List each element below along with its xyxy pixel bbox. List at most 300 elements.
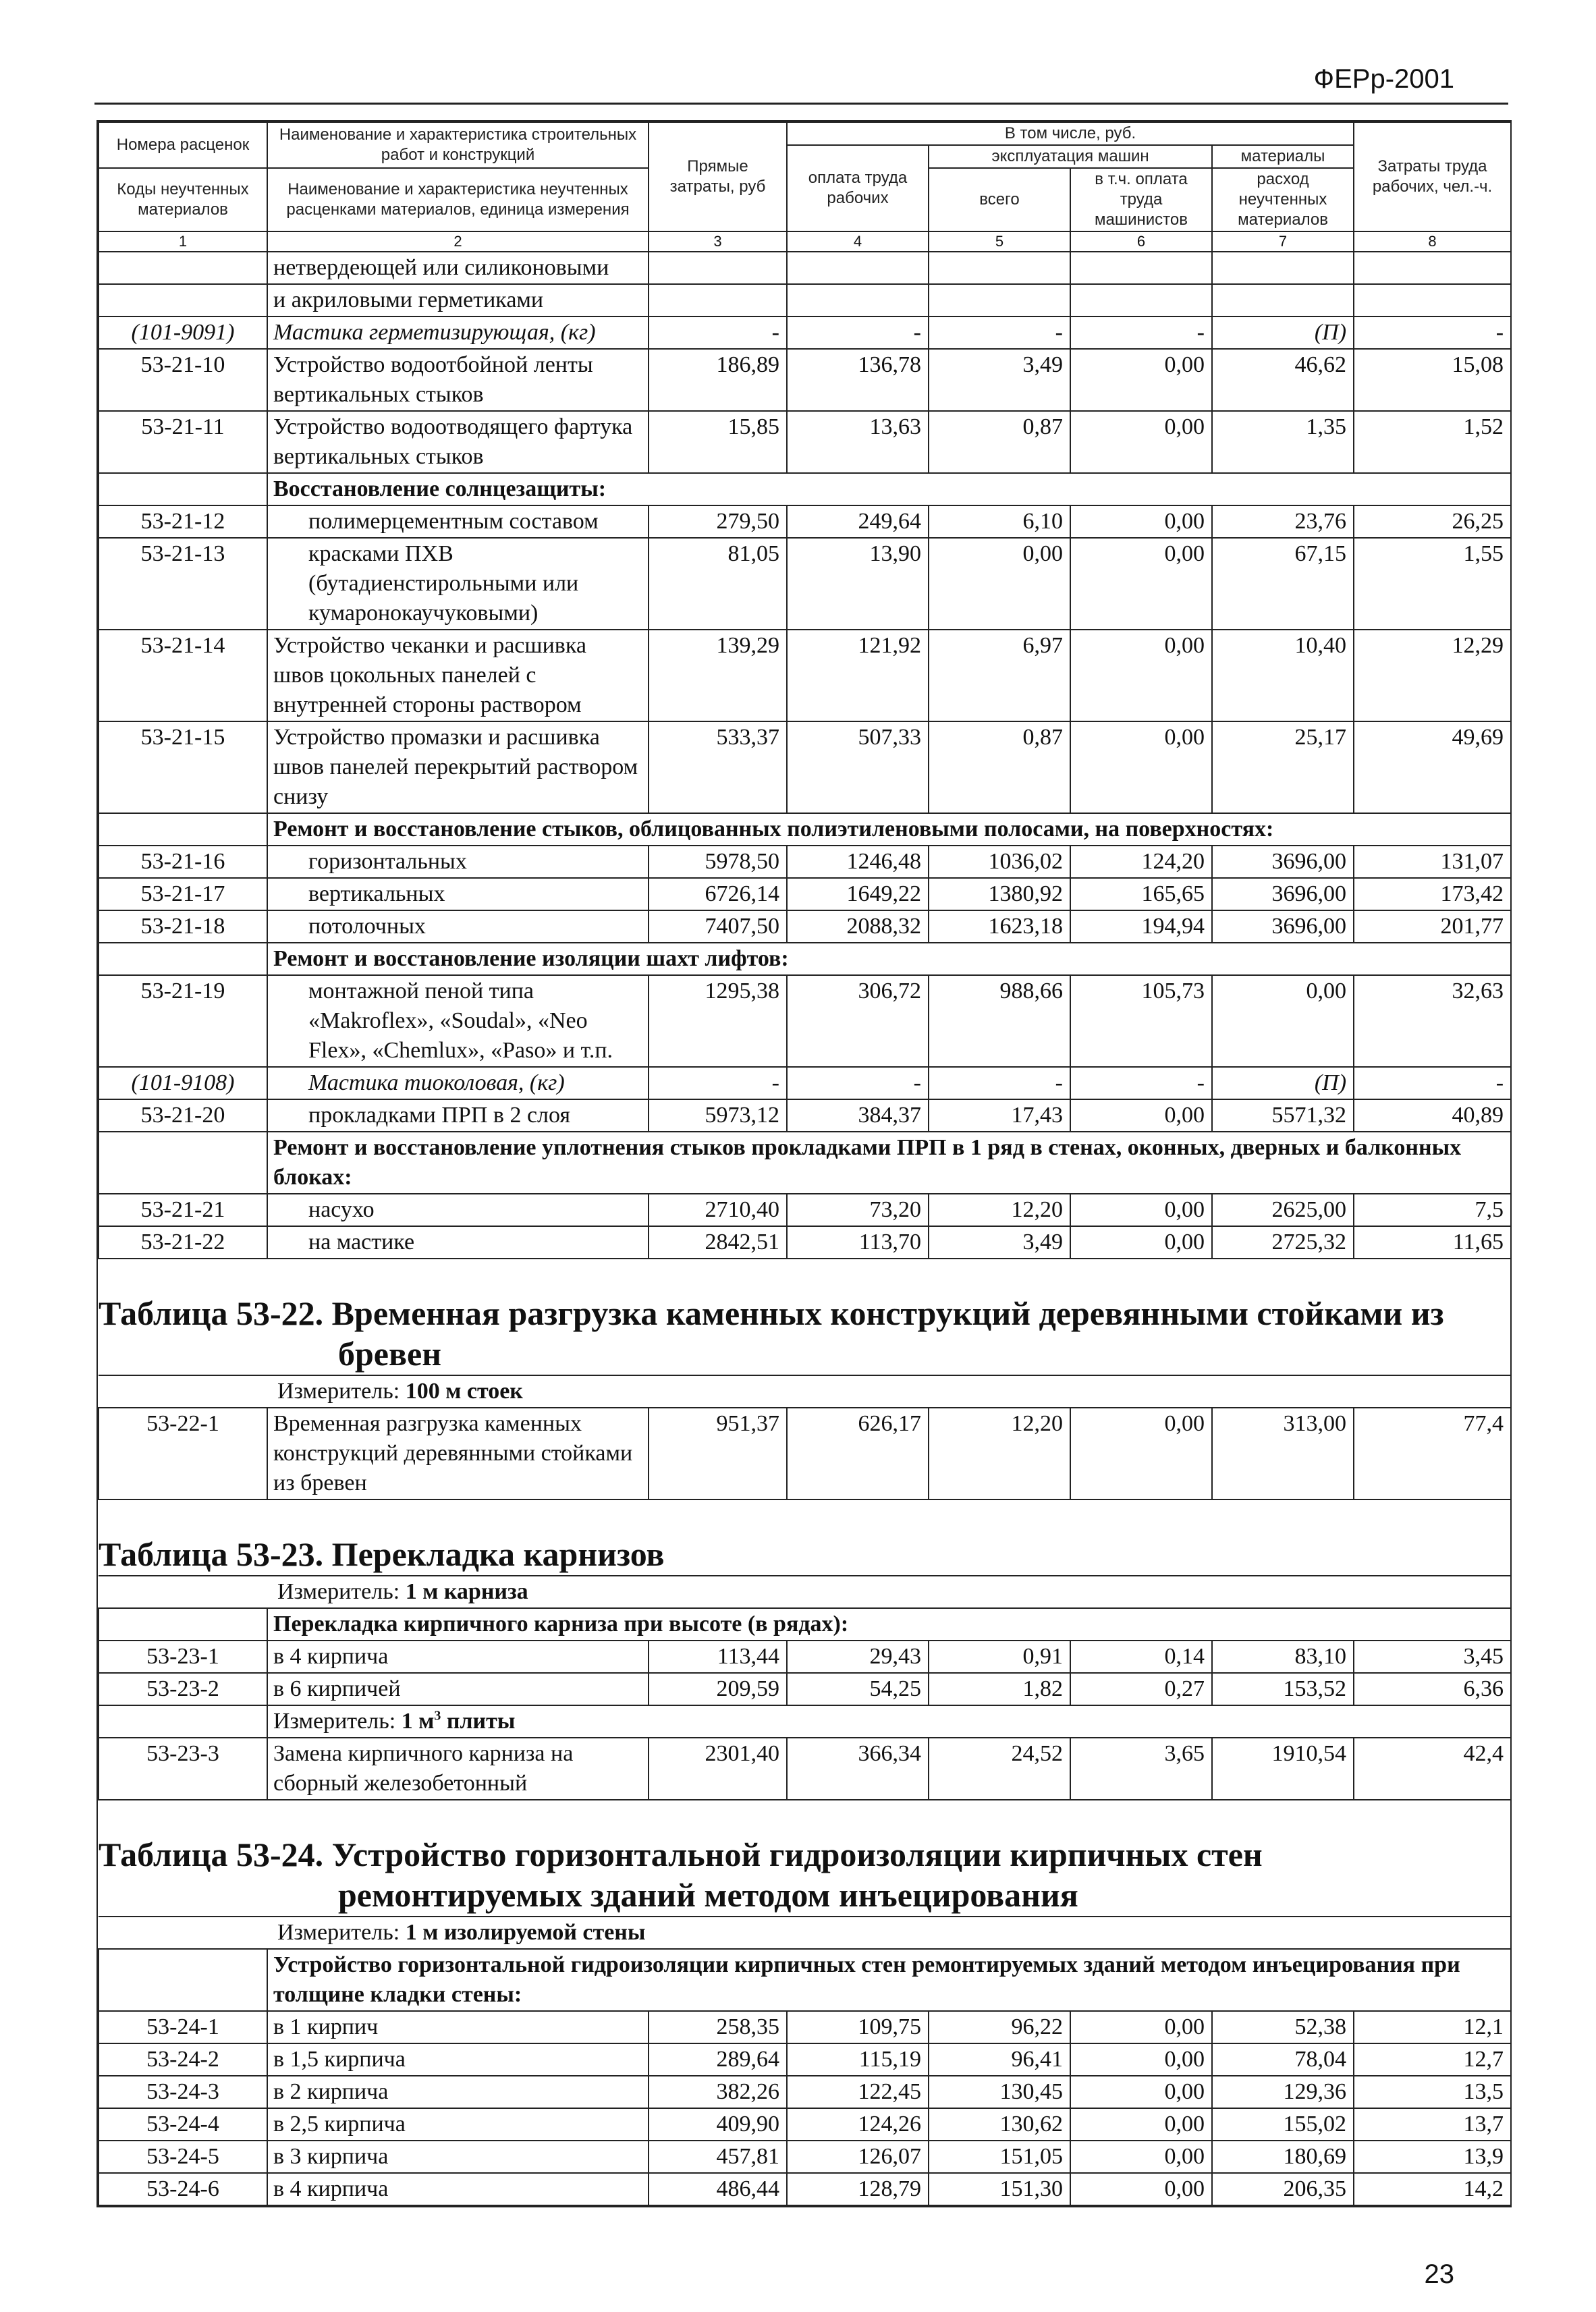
- measure-value: 1 м карниза: [405, 1579, 528, 1604]
- value-c3: 139,29: [649, 630, 787, 721]
- value-c6: 165,65: [1070, 878, 1212, 910]
- value-c4: -: [787, 1067, 929, 1099]
- column-number: 3: [649, 231, 787, 252]
- rate-code: 53-21-20: [99, 1099, 267, 1132]
- table-53-24-title-line2: ремонтируемых зданий методом инъецирования: [338, 1876, 1078, 1914]
- table-row: [99, 1738, 1511, 1800]
- measure-label: Измеритель:: [277, 1920, 400, 1945]
- section-row: [99, 813, 1511, 846]
- value-c5: 0,87: [929, 721, 1070, 813]
- value-c5: 0,87: [929, 411, 1070, 473]
- value-c6: 0,00: [1070, 2141, 1212, 2173]
- value-c7: 3696,00: [1212, 846, 1354, 878]
- header-row-1: [99, 122, 1511, 145]
- value-c6: 0,00: [1070, 1408, 1212, 1499]
- value-c6: -: [1070, 1067, 1212, 1099]
- work-name: Устройство водоотбойной ленты вертикальных стыков: [267, 349, 649, 411]
- table-53-22: [99, 1259, 1511, 1408]
- value-c7: 52,38: [1212, 2011, 1354, 2043]
- value-c3: 5973,12: [649, 1099, 787, 1132]
- section-row: [99, 1608, 1511, 1641]
- value-c4: 507,33: [787, 721, 929, 813]
- table-row: [99, 1641, 1511, 1673]
- value-c6: 0,14: [1070, 1641, 1212, 1673]
- value-c7: 25,17: [1212, 721, 1354, 813]
- table-row: [99, 316, 1511, 349]
- rate-code: 53-23-3: [99, 1738, 267, 1800]
- value-c8: 13,9: [1354, 2141, 1511, 2173]
- value-c3: 1295,38: [649, 975, 787, 1067]
- value-c8: 173,42: [1354, 878, 1511, 910]
- table-53-23: [99, 1499, 1511, 1641]
- rate-code: 53-24-4: [99, 2108, 267, 2141]
- value-c7: 23,76: [1212, 505, 1354, 538]
- measure-value: 100 м стоек: [405, 1379, 523, 1404]
- work-name: Замена кирпичного карниза на сборный железобетонный: [267, 1738, 649, 1800]
- value-c8: 13,7: [1354, 2108, 1511, 2141]
- header-machines-total: всего: [929, 168, 1070, 231]
- measure-value: 1 м изолируемой стены: [405, 1920, 646, 1945]
- rate-code: 53-21-11: [99, 411, 267, 473]
- value-c7: 129,36: [1212, 2076, 1354, 2108]
- value-c3: 486,44: [649, 2173, 787, 2205]
- value-c5: 988,66: [929, 975, 1070, 1067]
- value-c6: [1070, 284, 1212, 316]
- page-number: 23: [1424, 2259, 1454, 2289]
- value-c7: (П): [1212, 316, 1354, 349]
- rate-code: 53-21-13: [99, 538, 267, 630]
- value-c4: 115,19: [787, 2043, 929, 2076]
- value-c8: [1354, 284, 1511, 316]
- work-name: монтажной пеной типа «Makroflex», «Soudal», «Neo Flex», «Chemlux», «Paso» и т.п.: [267, 975, 649, 1067]
- work-name: и акриловыми герметиками: [267, 284, 649, 316]
- value-c3: 15,85: [649, 411, 787, 473]
- table-title-row: [99, 1800, 1511, 1917]
- value-c7: [1212, 252, 1354, 284]
- value-c7: 1,35: [1212, 411, 1354, 473]
- rate-code: 53-21-15: [99, 721, 267, 813]
- value-c4: 54,25: [787, 1673, 929, 1705]
- table-53-24-title: Таблица 53-24. Устройство горизонтальной гидроизоляции кирпичных стен: [99, 1836, 1263, 1873]
- value-c5: 3,49: [929, 1226, 1070, 1259]
- table-row: [99, 975, 1511, 1067]
- work-name: Устройство промазки и расшивка швов панелей перекрытий раствором снизу: [267, 721, 649, 813]
- rate-code: 53-24-6: [99, 2173, 267, 2205]
- rate-code: 53-21-12: [99, 505, 267, 538]
- table-title-row: [99, 1259, 1511, 1375]
- table-title: [99, 1800, 1511, 1917]
- table-row: [99, 2076, 1511, 2108]
- table-row: [99, 1408, 1511, 1499]
- table-53-23-body-2: [99, 1738, 1511, 1800]
- value-c7: 5571,32: [1212, 1099, 1354, 1132]
- section-title: Восстановление солнцезащиты:: [267, 473, 1511, 505]
- header-col2-top: Наименование и характеристика строительных работ и конструкций: [267, 122, 649, 168]
- value-c3: 5978,50: [649, 846, 787, 878]
- rate-code: (101-9091): [99, 316, 267, 349]
- value-c4: 1649,22: [787, 878, 929, 910]
- value-c8: -: [1354, 1067, 1511, 1099]
- value-c6: 0,00: [1070, 538, 1212, 630]
- value-c6: [1070, 252, 1212, 284]
- value-c3: 7407,50: [649, 910, 787, 943]
- column-number: 1: [99, 231, 267, 252]
- section-row: [99, 473, 1511, 505]
- rate-code: 53-21-14: [99, 630, 267, 721]
- column-number: 8: [1354, 231, 1511, 252]
- value-c3: 209,59: [649, 1673, 787, 1705]
- table-53-24: [99, 1800, 1511, 2011]
- rate-code: 53-23-2: [99, 1673, 267, 1705]
- value-c8: 32,63: [1354, 975, 1511, 1067]
- top-rule: [94, 103, 1508, 105]
- work-name: прокладками ПРП в 2 слоя: [267, 1099, 649, 1132]
- value-c7: 206,35: [1212, 2173, 1354, 2205]
- value-c4: 113,70: [787, 1226, 929, 1259]
- value-c3: 289,64: [649, 2043, 787, 2076]
- table-row: [99, 910, 1511, 943]
- value-c6: 0,00: [1070, 349, 1212, 411]
- value-c8: 49,69: [1354, 721, 1511, 813]
- work-name: Мастика герметизирующая, (кг): [267, 316, 649, 349]
- value-c4: 73,20: [787, 1194, 929, 1226]
- value-c3: 81,05: [649, 538, 787, 630]
- column-number: 2: [267, 231, 649, 252]
- value-c6: 0,00: [1070, 1099, 1212, 1132]
- table-row: [99, 721, 1511, 813]
- value-c3: 457,81: [649, 2141, 787, 2173]
- column-number-row: [99, 231, 1511, 252]
- measure: [99, 1917, 1511, 1949]
- measure-value: [402, 1709, 516, 1734]
- value-c3: 2842,51: [649, 1226, 787, 1259]
- table-53-22-title-line2: бревен: [338, 1335, 442, 1373]
- table-title: [99, 1259, 1511, 1375]
- section-code-cell: [99, 813, 267, 846]
- section-row: [99, 1132, 1511, 1194]
- value-c5: 17,43: [929, 1099, 1070, 1132]
- work-name: в 1,5 кирпича: [267, 2043, 649, 2076]
- work-name: потолочных: [267, 910, 649, 943]
- work-name: в 2,5 кирпича: [267, 2108, 649, 2141]
- column-number: 6: [1070, 231, 1212, 252]
- value-c5: 24,52: [929, 1738, 1070, 1800]
- value-c5: -: [929, 1067, 1070, 1099]
- value-c5: 130,62: [929, 2108, 1070, 2141]
- value-c7: 153,52: [1212, 1673, 1354, 1705]
- work-name: Устройство водоотводящего фартука вертикальных стыков: [267, 411, 649, 473]
- value-c6: 124,20: [1070, 846, 1212, 878]
- section-code-cell: [99, 1949, 267, 2011]
- rate-code: 53-21-17: [99, 878, 267, 910]
- rate-code: 53-24-2: [99, 2043, 267, 2076]
- value-c8: -: [1354, 316, 1511, 349]
- rate-code: [99, 252, 267, 284]
- value-c8: [1354, 252, 1511, 284]
- value-c8: 26,25: [1354, 505, 1511, 538]
- column-number: 7: [1212, 231, 1354, 252]
- measure-row: [99, 1917, 1511, 1949]
- value-c4: 126,07: [787, 2141, 929, 2173]
- value-c8: 14,2: [1354, 2173, 1511, 2205]
- value-c4: 384,37: [787, 1099, 929, 1132]
- value-c6: 0,00: [1070, 2011, 1212, 2043]
- rate-code: [99, 284, 267, 316]
- work-name: в 3 кирпича: [267, 2141, 649, 2173]
- header-direct-costs: Прямые затраты, руб: [649, 122, 787, 231]
- value-c5: [929, 252, 1070, 284]
- value-c7: 10,40: [1212, 630, 1354, 721]
- measure-value-tail: плиты: [441, 1709, 516, 1734]
- value-c8: 201,77: [1354, 910, 1511, 943]
- table-row: [99, 349, 1511, 411]
- value-c8: 12,29: [1354, 630, 1511, 721]
- rate-code: 53-21-16: [99, 846, 267, 878]
- table-row: [99, 630, 1511, 721]
- header-labor-pay: оплата труда рабочих: [787, 145, 929, 231]
- table-53-23-body: [99, 1641, 1511, 1705]
- value-c5: 1,82: [929, 1673, 1070, 1705]
- rate-code: 53-21-19: [99, 975, 267, 1067]
- section-title: Ремонт и восстановление изоляции шахт лифтов:: [267, 943, 1511, 975]
- value-c7: 1910,54: [1212, 1738, 1354, 1800]
- rate-code: (101-9108): [99, 1067, 267, 1099]
- value-c6: 0,00: [1070, 505, 1212, 538]
- table-53-24-body: [99, 2011, 1511, 2205]
- value-c3: [649, 252, 787, 284]
- value-c7: 78,04: [1212, 2043, 1354, 2076]
- value-c5: 0,91: [929, 1641, 1070, 1673]
- value-c8: 11,65: [1354, 1226, 1511, 1259]
- value-c7: 3696,00: [1212, 878, 1354, 910]
- value-c3: [649, 284, 787, 316]
- value-c6: 0,00: [1070, 2173, 1212, 2205]
- work-name: нетвердеющей или силиконовыми: [267, 252, 649, 284]
- value-c6: 194,94: [1070, 910, 1212, 943]
- value-c7: 3696,00: [1212, 910, 1354, 943]
- value-c7: 180,69: [1212, 2141, 1354, 2173]
- table-row: [99, 1673, 1511, 1705]
- measure-row: [99, 1705, 1511, 1738]
- value-c5: 1623,18: [929, 910, 1070, 943]
- table-53-22-body: [99, 1408, 1511, 1499]
- measure-row: [99, 1576, 1511, 1608]
- value-c4: 626,17: [787, 1408, 929, 1499]
- column-number: 5: [929, 231, 1070, 252]
- rates-sheet: [97, 120, 1512, 2207]
- value-c4: 29,43: [787, 1641, 929, 1673]
- value-c6: 105,73: [1070, 975, 1212, 1067]
- value-c4: 121,92: [787, 630, 929, 721]
- value-c3: 113,44: [649, 1641, 787, 1673]
- value-c6: 0,27: [1070, 1673, 1212, 1705]
- value-c7: 83,10: [1212, 1641, 1354, 1673]
- column-number: 4: [787, 231, 929, 252]
- work-name: полимерцементным составом: [267, 505, 649, 538]
- value-c5: 130,45: [929, 2076, 1070, 2108]
- table-row: [99, 411, 1511, 473]
- rate-code: 53-21-10: [99, 349, 267, 411]
- measure-label: Измеритель:: [277, 1579, 400, 1604]
- value-c3: 2710,40: [649, 1194, 787, 1226]
- header-in-total: В том числе, руб.: [787, 122, 1354, 145]
- work-name: Мастика тиоколовая, (кг): [267, 1067, 649, 1099]
- rate-code: 53-21-21: [99, 1194, 267, 1226]
- table-row: [99, 2173, 1511, 2205]
- table-row: [99, 252, 1511, 284]
- section-code-cell: [99, 1132, 267, 1194]
- work-name: на мастике: [267, 1226, 649, 1259]
- value-c3: -: [649, 1067, 787, 1099]
- value-c4: 109,75: [787, 2011, 929, 2043]
- value-c3: 279,50: [649, 505, 787, 538]
- value-c3: 258,35: [649, 2011, 787, 2043]
- value-c5: 6,97: [929, 630, 1070, 721]
- measure: [99, 1375, 1511, 1408]
- value-c5: 1380,92: [929, 878, 1070, 910]
- section-row: [99, 1949, 1511, 2011]
- value-c8: 13,5: [1354, 2076, 1511, 2108]
- value-c5: 0,00: [929, 538, 1070, 630]
- value-c6: 0,00: [1070, 2108, 1212, 2141]
- value-c8: 3,45: [1354, 1641, 1511, 1673]
- header-materials-unaccounted: расход неучтенных материалов: [1212, 168, 1354, 231]
- value-c6: 3,65: [1070, 1738, 1212, 1800]
- table-row: [99, 2043, 1511, 2076]
- rate-code: 53-24-1: [99, 2011, 267, 2043]
- value-c5: 12,20: [929, 1194, 1070, 1226]
- work-name: Устройство чеканки и расшивка швов цокольных панелей с внутренней стороны раствором: [267, 630, 649, 721]
- rate-code: 53-21-22: [99, 1226, 267, 1259]
- header-machines: эксплуатация машин: [929, 145, 1212, 168]
- table-53-23-measure2: [99, 1705, 1511, 1738]
- section-code-cell: [99, 1608, 267, 1641]
- value-c5: 1036,02: [929, 846, 1070, 878]
- value-c8: 7,5: [1354, 1194, 1511, 1226]
- section-code-cell: [99, 1705, 267, 1738]
- work-name: горизонтальных: [267, 846, 649, 878]
- work-name: насухо: [267, 1194, 649, 1226]
- value-c8: 131,07: [1354, 846, 1511, 878]
- rate-code: 53-24-5: [99, 2141, 267, 2173]
- value-c5: 3,49: [929, 349, 1070, 411]
- value-c4: 13,63: [787, 411, 929, 473]
- header-col2-bottom: Наименование и характеристика неучтенных расценками материалов, единица измерения: [267, 168, 649, 231]
- value-c5: 151,30: [929, 2173, 1070, 2205]
- value-c7: [1212, 284, 1354, 316]
- value-c4: 306,72: [787, 975, 929, 1067]
- value-c6: -: [1070, 316, 1212, 349]
- value-c8: 1,52: [1354, 411, 1511, 473]
- value-c4: 128,79: [787, 2173, 929, 2205]
- table-53-22-title: Таблица 53-22. Временная разгрузка каменных конструкций деревянными стойками из: [99, 1294, 1444, 1332]
- rate-code: 53-21-18: [99, 910, 267, 943]
- value-c3: 186,89: [649, 349, 787, 411]
- section-title: Перекладка кирпичного карниза при высоте (в рядах):: [267, 1608, 1511, 1641]
- value-c4: 13,90: [787, 538, 929, 630]
- value-c4: -: [787, 316, 929, 349]
- value-c7: 155,02: [1212, 2108, 1354, 2141]
- measure-value-superscript: 3: [434, 1708, 441, 1724]
- value-c5: 12,20: [929, 1408, 1070, 1499]
- table-row: [99, 846, 1511, 878]
- header-machines-operators: в т.ч. оплата труда машинистов: [1070, 168, 1212, 231]
- table-row: [99, 505, 1511, 538]
- measure-label: Измеритель:: [273, 1709, 396, 1734]
- value-c3: 533,37: [649, 721, 787, 813]
- value-c7: 2725,32: [1212, 1226, 1354, 1259]
- document-code: ФЕРр-2001: [1313, 64, 1454, 94]
- section-title: Ремонт и восстановление уплотнения стыков прокладками ПРП в 1 ряд в стенах, оконных, дверных и балконных блоках:: [267, 1132, 1511, 1194]
- table-row: [99, 538, 1511, 630]
- value-c8: 77,4: [1354, 1408, 1511, 1499]
- value-c5: 6,10: [929, 505, 1070, 538]
- table-53-23-title: Таблица 53-23. Перекладка карнизов: [99, 1499, 1511, 1576]
- value-c3: 951,37: [649, 1408, 787, 1499]
- section-row: [99, 943, 1511, 975]
- table-row: [99, 2108, 1511, 2141]
- header-col1-top: Номера расценок: [99, 122, 267, 168]
- measure-label: Измеритель:: [277, 1379, 400, 1404]
- value-c8: 40,89: [1354, 1099, 1511, 1132]
- value-c4: 136,78: [787, 349, 929, 411]
- value-c3: 6726,14: [649, 878, 787, 910]
- section-code-cell: [99, 473, 267, 505]
- value-c4: 1246,48: [787, 846, 929, 878]
- section-title: Устройство горизонтальной гидроизоляции кирпичных стен ремонтируемых зданий методом инъецирования при толщине кладки стены:: [267, 1949, 1511, 2011]
- value-c3: -: [649, 316, 787, 349]
- table-row: [99, 1226, 1511, 1259]
- table-row: [99, 2011, 1511, 2043]
- work-name: в 1 кирпич: [267, 2011, 649, 2043]
- rates-table: [98, 121, 1512, 2206]
- work-name: в 4 кирпича: [267, 2173, 649, 2205]
- value-c7: 0,00: [1212, 975, 1354, 1067]
- value-c4: 2088,32: [787, 910, 929, 943]
- value-c8: 42,4: [1354, 1738, 1511, 1800]
- value-c4: 366,34: [787, 1738, 929, 1800]
- value-c5: 96,41: [929, 2043, 1070, 2076]
- header-materials: материалы: [1212, 145, 1354, 168]
- table-row: [99, 1194, 1511, 1226]
- work-name: в 6 кирпичей: [267, 1673, 649, 1705]
- work-name: в 4 кирпича: [267, 1641, 649, 1673]
- work-name: Временная разгрузка каменных конструкций деревянными стойками из бревен: [267, 1408, 649, 1499]
- measure: [99, 1576, 1511, 1608]
- value-c6: 0,00: [1070, 1194, 1212, 1226]
- value-c4: 124,26: [787, 2108, 929, 2141]
- rate-code: 53-22-1: [99, 1408, 267, 1499]
- value-c8: 12,1: [1354, 2011, 1511, 2043]
- value-c3: 409,90: [649, 2108, 787, 2141]
- measure: [267, 1705, 1511, 1738]
- value-c8: 6,36: [1354, 1673, 1511, 1705]
- value-c7: (П): [1212, 1067, 1354, 1099]
- header-col1-bottom: Коды неучтенных материалов: [99, 168, 267, 231]
- table-row: [99, 2141, 1511, 2173]
- table-row: [99, 1099, 1511, 1132]
- value-c3: 2301,40: [649, 1738, 787, 1800]
- rate-code: 53-24-3: [99, 2076, 267, 2108]
- table-row: [99, 1067, 1511, 1099]
- value-c7: 313,00: [1212, 1408, 1354, 1499]
- value-c6: 0,00: [1070, 630, 1212, 721]
- table-title-row: [99, 1499, 1511, 1576]
- value-c5: -: [929, 316, 1070, 349]
- value-c6: 0,00: [1070, 1226, 1212, 1259]
- value-c7: 46,62: [1212, 349, 1354, 411]
- section-title: Ремонт и восстановление стыков, облицованных полиэтиленовыми полосами, на поверхностях:: [267, 813, 1511, 846]
